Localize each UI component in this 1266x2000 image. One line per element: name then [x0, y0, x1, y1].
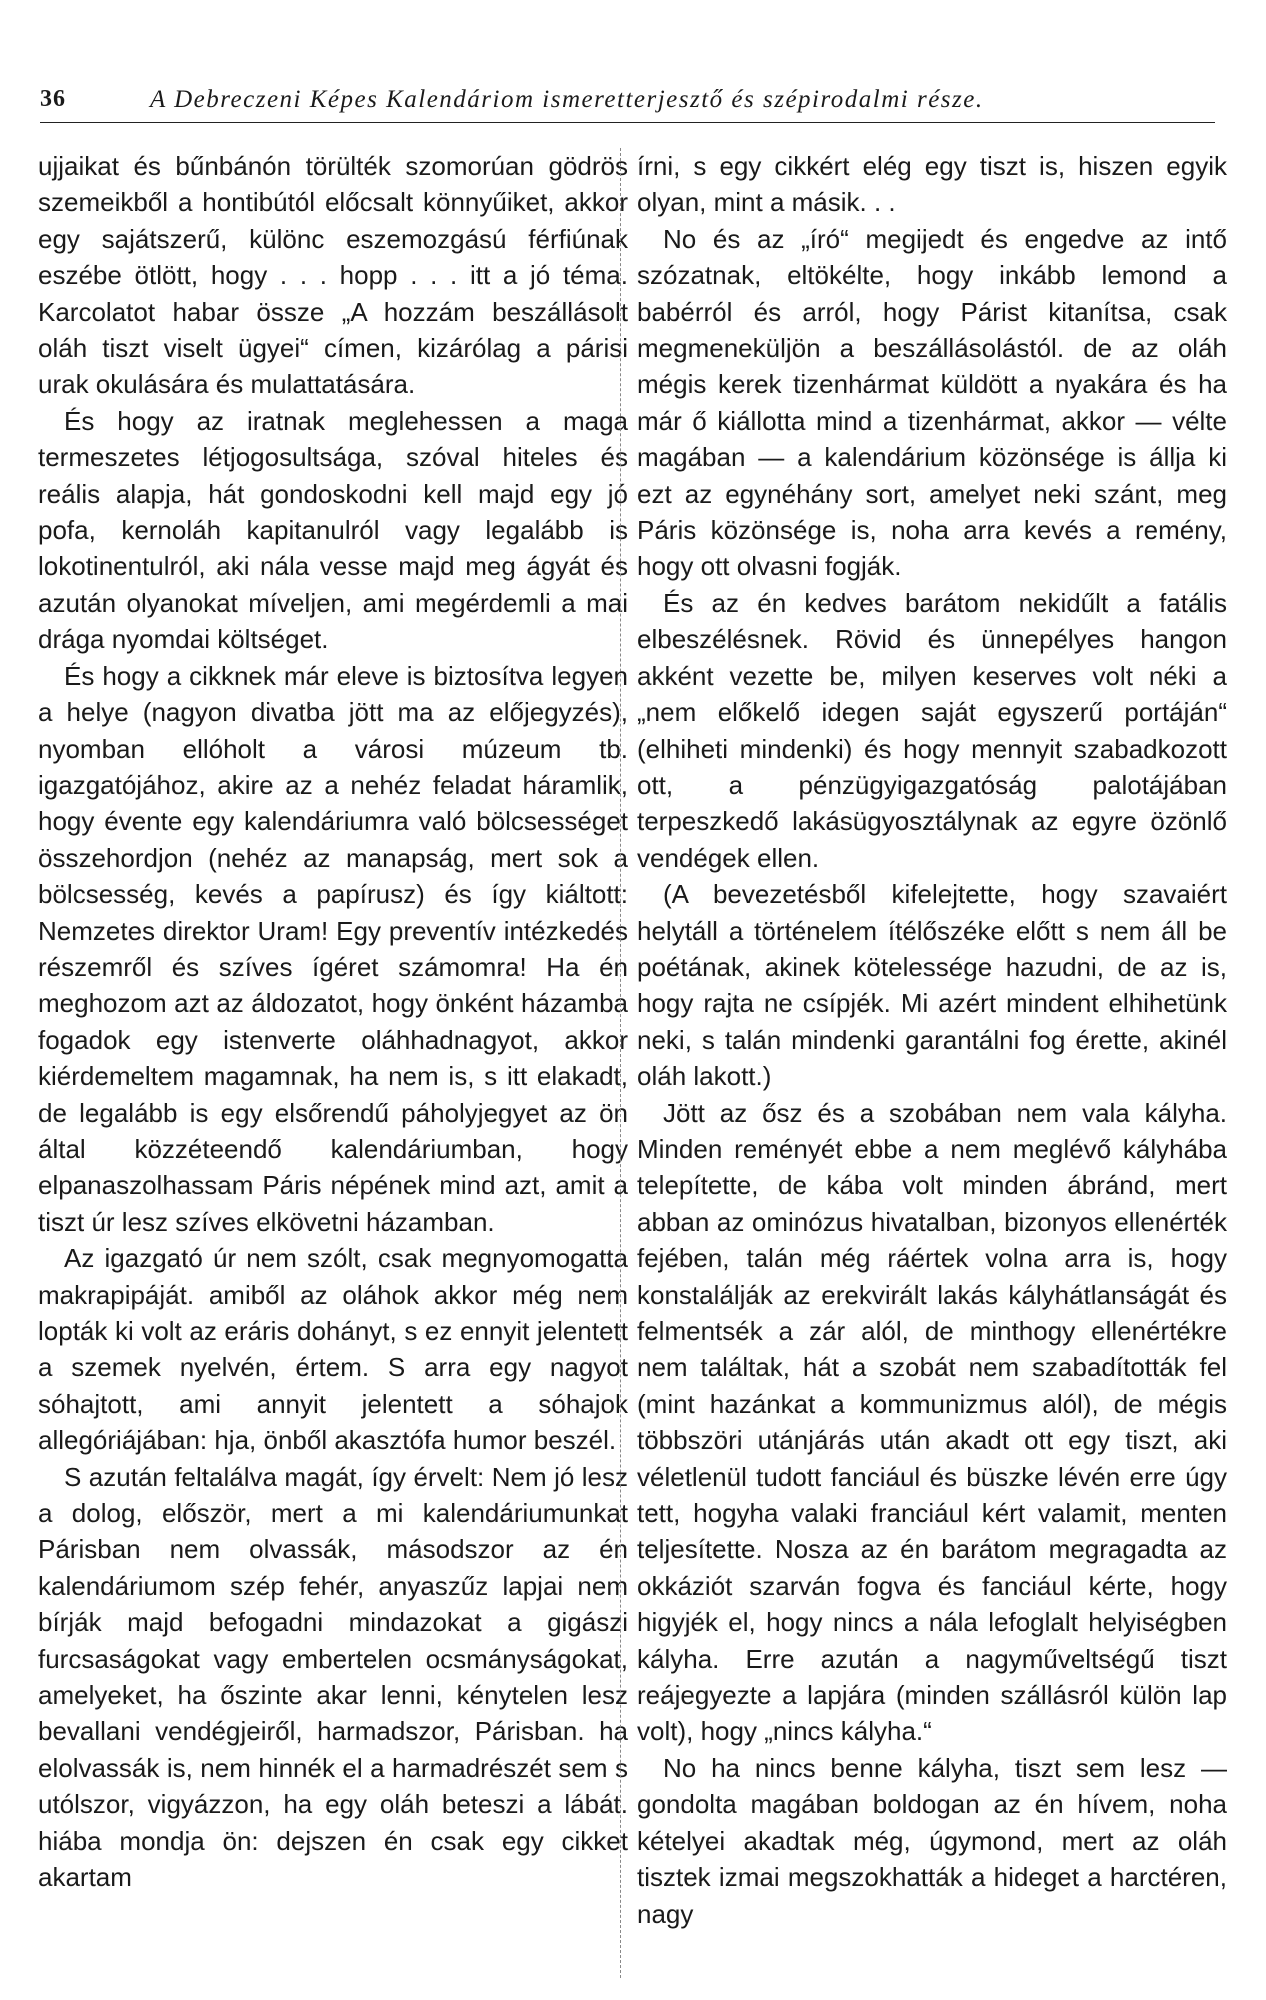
right-column: [637, 148, 1227, 1978]
page-number: 36: [40, 86, 66, 112]
header-rule: [40, 122, 1215, 123]
paragraph: S azután feltalálva magát, így érvelt: Nem jó lesz a dolog, először, mert a mi kalendáriumunkat Párisban nem olvassák, másodszor az én kalendáriumom szép fehér, anyaszűz lapjai nem bírják majd befogadni mindazokat a gigászi furcsaságokat vagy embertelen ocsmányságokat, amelyeket, ha őszinte akar lenni, kénytelen lesz bevallani vendégjeiről, harmadszor, Párisban. ha elolvassák is, nem hinnék el a harmadrészét sem s utólszor, vigyázzon, ha egy oláh beteszi a lábát. hiába mondja ön: dejszen én csak egy cikket akartam: [38, 1461, 628, 1893]
paragraph: És az én kedves barátom nekidűlt a fatális elbeszélésnek. Rövid és ünnepélyes hangon akként vezette be, milyen keserves volt néki a „nem előkelő idegen saját egyszerű portáján“ (elhiheti mindenki) és hogy mennyit szabadkozott ott, a pénzügyigazgatóság palotájában terpeszkedő lakásügyosztálynak az egyre özönlő vendégek ellen.: [637, 587, 1227, 873]
page-header: [40, 86, 1220, 122]
paragraph: És hogy a cikknek már eleve is biztosítva legyen a helye (nagyon divatba jött ma az előjegyzés), nyomban ellóholt a városi múzeum tb. igazgatójához, akire az a nehéz feladat háramlik, hogy évente egy kalendáriumra való bölcsességet összehordjon (nehéz az manapság, mert sok a bölcsesség, kevés a papírusz) és így kiáltott: Nemzetes direktor Uram! Egy preventív intézkedés részemről és szíves ígéret számomra! Ha én meghozom azt az áldozatot, hogy önként házamba fogadok egy istenverte oláhhadnagyot, akkor kiérdemeltem magamnak, ha nem is, s itt elakadt, de legalább is egy elsőrendű páholyjegyet az ön által közzéteendő kalendáriumban, hogy elpanaszolhassam Páris népének mind azt, amit a tiszt úr lesz szíves elkövetni házamban.: [38, 660, 628, 1237]
paragraph: írni, s egy cikkért elég egy tiszt is, hiszen egyik olyan, mint a másik. . .: [637, 151, 1227, 218]
paragraph: És hogy az iratnak meglehessen a maga termeszetes létjogosultsága, szóval hiteles és reális alapja, hát gondoskodni kell majd egy jó pofa, kernoláh kapitanulról vagy legalább is lokotinentulról, aki nála vesse majd meg ágyát és azután olyanokat míveljen, ami megérdemli a mai drága nyomdai költséget.: [38, 405, 628, 655]
running-title: A Debreczeni Képes Kalendáriom ismeretterjesztő és szépirodalmi része.: [150, 86, 984, 113]
paragraph: (A bevezetésből kifelejtette, hogy szavaiért helytáll a történelem ítélőszéke előtt s nem áll be poétának, akinek kötelessége hazudni, de az is, hogy rajta ne csípjék. Mi azért mindent elhihetünk neki, s talán mindenki garantálni fog érette, akinél oláh lakott.): [637, 879, 1227, 1092]
column-divider: [620, 148, 621, 1978]
paragraph: No és az „író“ megijedt és engedve az intő szózatnak, eltökélte, hogy inkább lemond a babérról és arról, hogy Párist kitanítsa, csak megmeneküljön a beszállásolástól. de az oláh mégis kerek tizenhármat küldött a nyakára és ha már ő kiállotta mind a tizenhármat, akkor — vélte magában — a kalendárium közönsége is állja ki ezt az egynéhány sort, amelyet neki szánt, meg Páris közönsége is, noha arra kevés a remény, hogy ott olvasni fogják.: [637, 223, 1227, 582]
paragraph: Az igazgató úr nem szólt, csak megnyomogatta makrapipáját. amiből az oláhok akkor még nem lopták ki volt az eráris dohányt, s ez ennyit jelentett a szemek nyelvén, értem. S arra egy nagyot sóhajtott, ami annyit jelentett a sóhajok allegóriájában: hja, önből akasztófa humor beszél.: [38, 1243, 628, 1456]
paragraph: ujjaikat és bűnbánón törülték szomorúan gödrös szemeikből a hontibútól előcsalt könnyűiket, akkor egy sajátszerű, különc eszemozgású férfiúnak eszébe ötlött, hogy . . . hopp . . . itt a jó téma. Karcolatot habar össze „A hozzám beszállásolt oláh tiszt viselt ügyei“ címen, kizárólag a párisi urak okulására és mulattatására.: [38, 151, 628, 400]
paragraph: Jött az ősz és a szobában nem vala kályha. Minden reményét ebbe a nem meglévő kályhába telepítette, de kába volt minden ábránd, mert abban az ominózus hivatalban, bizonyos ellenérték fejében, talán még ráértek volna arra is, hogy konstalálják az erekvirált lakás kályhátlanságát és felmentsék a zár alól, de minthogy ellenértékre nem találtak, hát a szobát nem szabadították fel (mint hazánkat a kommunizmus alól), de mégis többszöri utánjárás után akadt ott egy tiszt, aki véletlenül tudott fanciául és büszke lévén erre úgy tett, hogyha valaki franciául kért valamit, menten teljesítette. Nosza az én barátom megragadta az okkáziót szarván fogva és fanciául kérte, hogy higyjék el, hogy nincs a nála lefoglalt helyiségben kályha. Erre azután a nagyműveltségű tiszt reájegyezte a lapjára (minden szállásról külön lap volt), hogy „nincs kályha.“: [637, 1097, 1227, 1747]
left-column: [38, 148, 628, 1978]
paragraph: No ha nincs benne kályha, tiszt sem lesz — gondolta magában boldogan az én hívem, noha kételyei akadtak még, úgymond, mert az oláh tisztek izmai megszokhatták a hideget a harctéren, nagy: [637, 1752, 1227, 1929]
